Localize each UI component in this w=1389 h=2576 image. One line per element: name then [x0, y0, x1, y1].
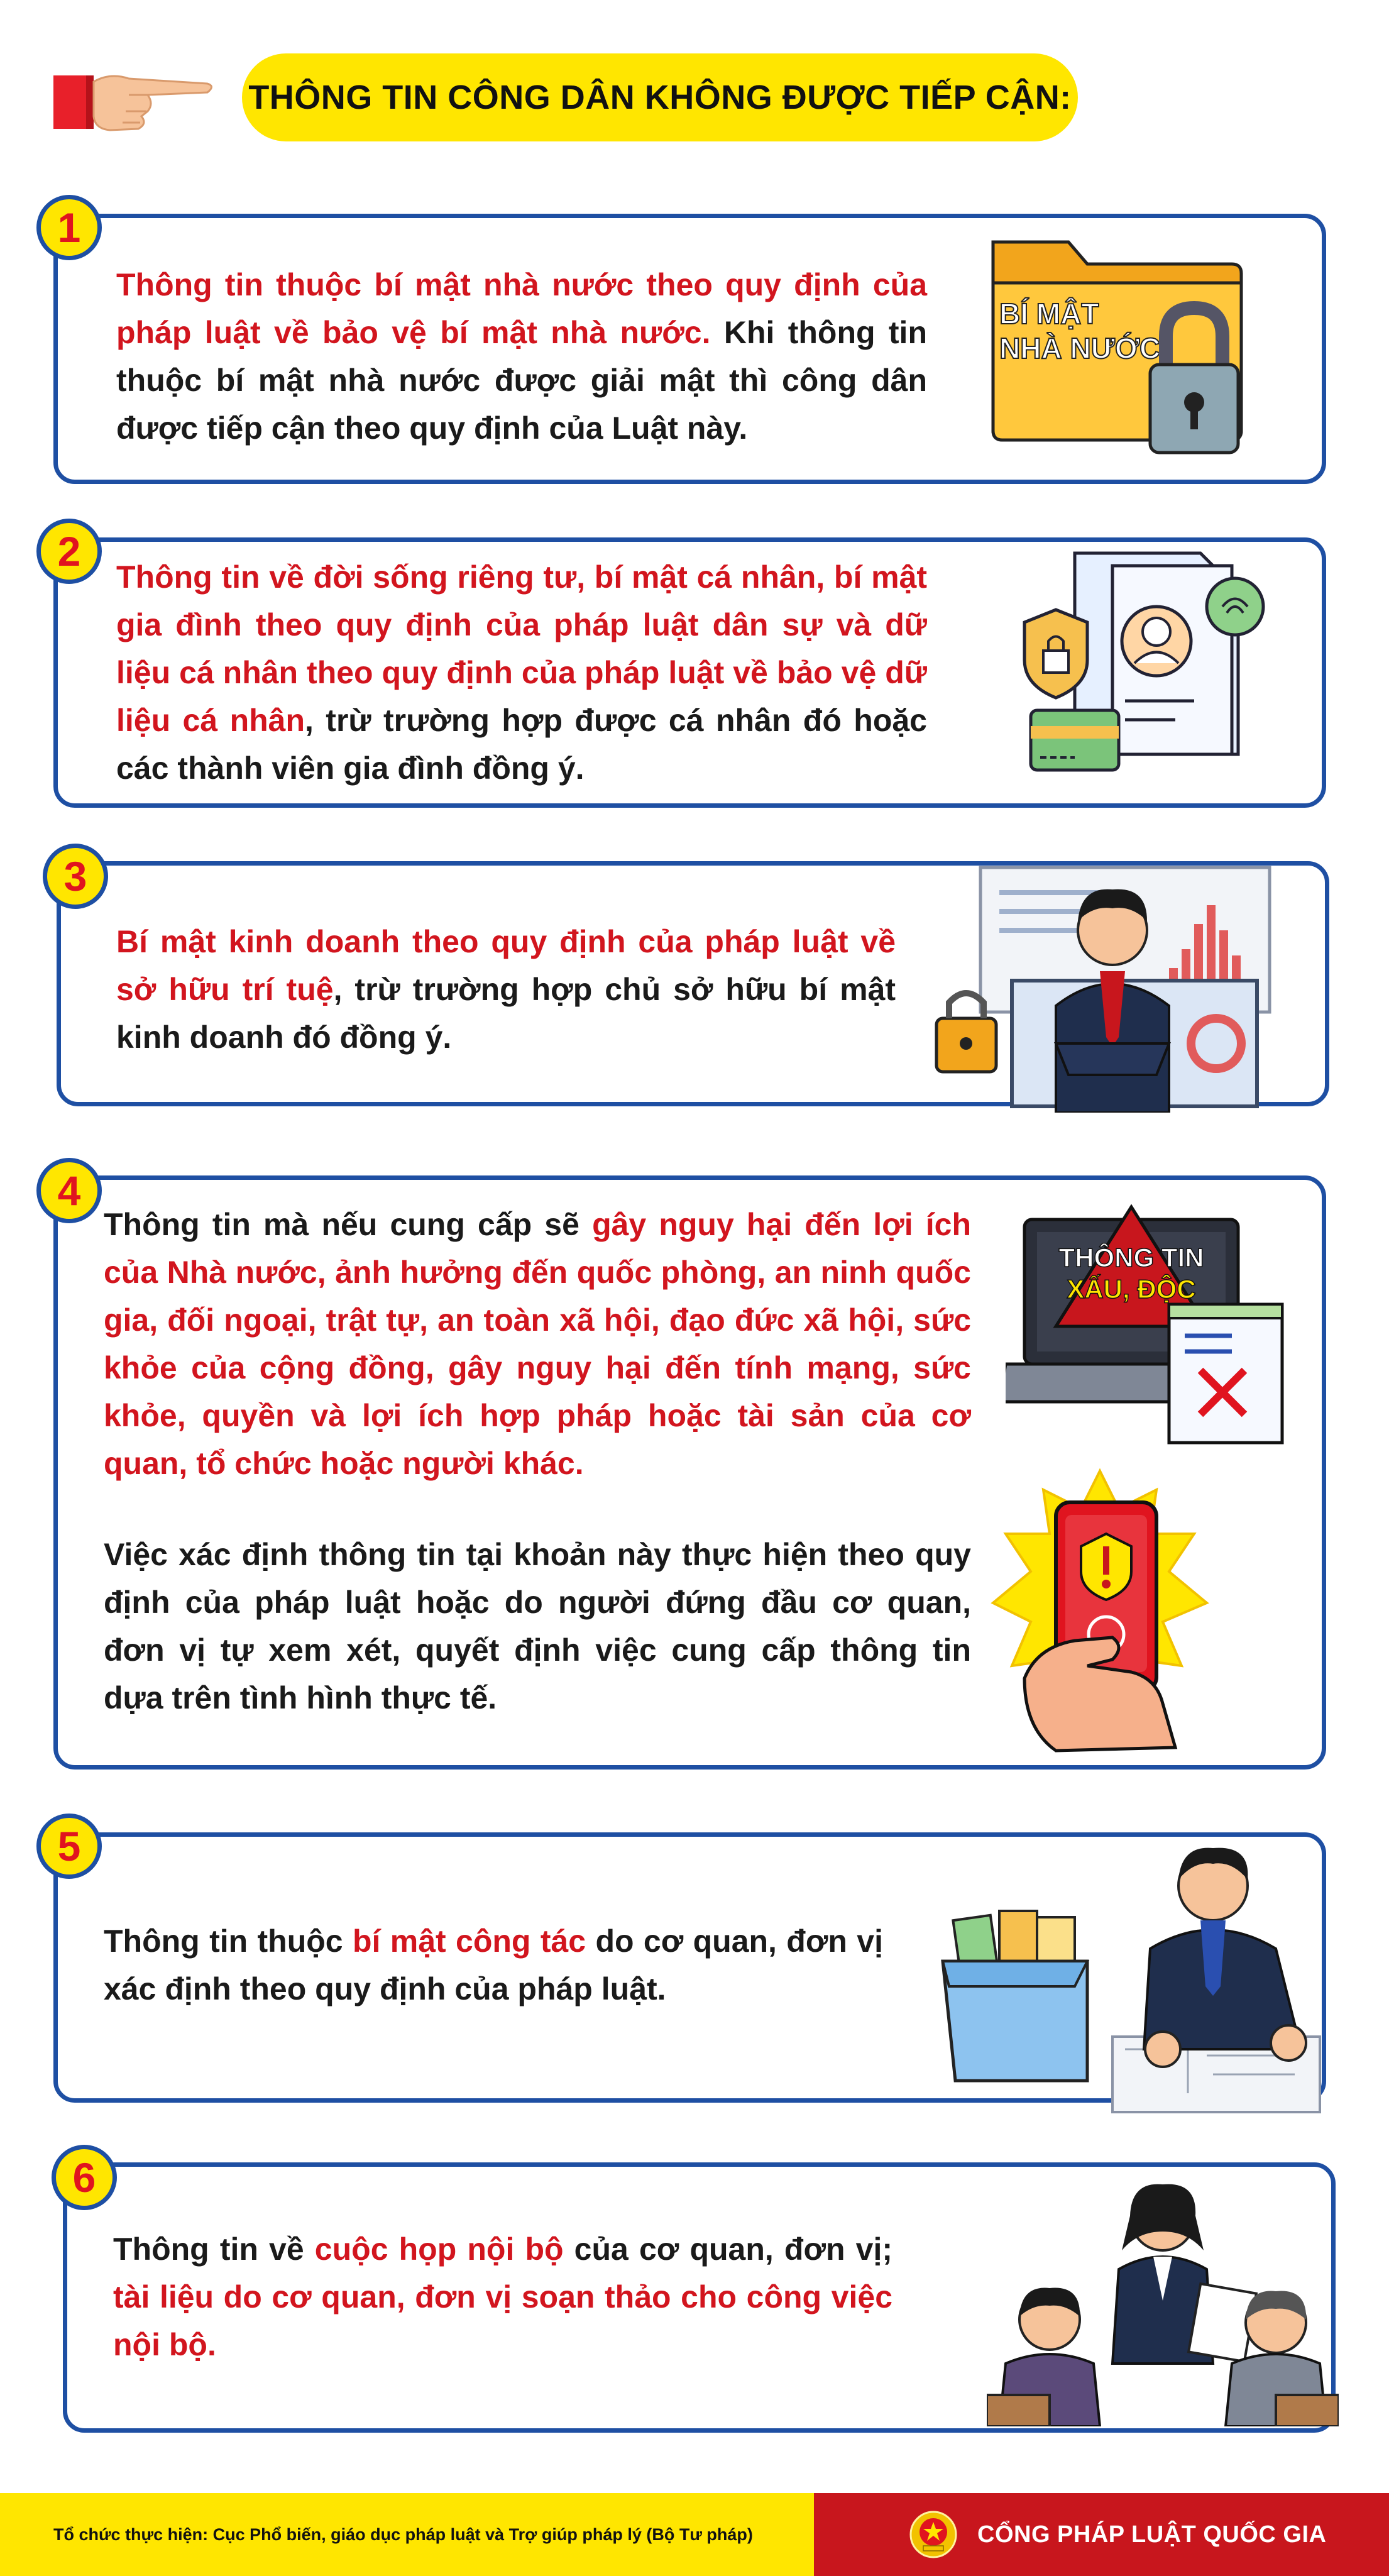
item-text-6-segment-1: Thông tin về [113, 2232, 315, 2267]
folder-label-line2: NHÀ NƯỚC [999, 332, 1161, 365]
item-text-2-segment-red: Thông tin về đời sống riêng tư, bí mật cá nhân, bí mật gia đình theo quy định của pháp luật dân sự và dữ liệu cá nhân theo quy định của pháp luật về bảo vệ dữ liệu cá nhân [116, 559, 927, 738]
item-text-5 [104, 1917, 883, 2013]
item-text-4 [104, 1201, 971, 1487]
item-text-3 [116, 918, 896, 1061]
national-emblem-icon [908, 2509, 958, 2560]
footer-portal[interactable] [814, 2493, 1389, 2576]
item-text-4-paragraph-2: Việc xác định thông tin tại khoản này thực hiện theo quy định của pháp luật hoặc do người đứng đầu cơ quan, đơn vị tự xem xét, quyết định việc cung cấp thông tin dựa trên tình hình thực tế. [104, 1537, 971, 1715]
page-title-pill [242, 53, 1078, 141]
folder-label-line1: BÍ MẬT [999, 297, 1099, 330]
work-secret-man-files-icon [924, 1842, 1326, 2118]
secret-folder-lock-icon [980, 223, 1257, 462]
item-number-badge-1: 1 [36, 195, 102, 260]
item-text-5-segment-2: do cơ quan, đơn vị xác định theo quy định của pháp luật. [104, 1924, 883, 2006]
item-text-2-segment: , trừ trường hợp được cá nhân đó hoặc các thành viên gia đình đồng ý. [116, 703, 927, 786]
item-text-5-segment-1: Thông tin thuộc [104, 1924, 353, 1959]
item-number-badge-2: 2 [36, 519, 102, 584]
internal-meeting-people-icon [987, 2162, 1339, 2426]
phone-warning-icon [987, 1465, 1213, 1754]
item-text-5-segment-red: bí mật công tác [352, 1924, 586, 1959]
footer-portal-text: CỔNG PHÁP LUẬT QUỐC GIA [977, 2521, 1327, 2548]
item-number-badge-4: 4 [36, 1158, 102, 1223]
item-text-2 [116, 553, 927, 792]
item-number-badge-3: 3 [43, 844, 108, 909]
item-text-6-segment-red-1: cuộc họp nội bộ [314, 2232, 564, 2267]
footer-organizer [0, 2493, 814, 2576]
item-text-1 [116, 261, 927, 452]
page-title: THÔNG TIN CÔNG DÂN KHÔNG ĐƯỢC TIẾP CẬN: [248, 79, 1072, 116]
item-text-4-segment: Thông tin mà nếu cung cấp sẽ [104, 1207, 593, 1242]
harmful-info-label-line1: THÔNG TIN [1058, 1243, 1204, 1272]
personal-data-document-icon [1018, 547, 1282, 798]
footer-organizer-text: Tổ chức thực hiện: Cục Phổ biến, giáo dục pháp luật và Trợ giúp pháp lý (Bộ Tư pháp) [53, 2524, 753, 2544]
item-number-badge-5: 5 [36, 1814, 102, 1879]
header [0, 0, 1389, 170]
harmful-info-label-line2: XẤU, ĐỘC [1067, 1274, 1196, 1304]
pointing-hand-icon [53, 53, 217, 148]
item-text-6-segment-red-2: tài liệu do cơ quan, đơn vị soạn thảo cho công việc nội bộ. [113, 2279, 892, 2362]
business-secret-man-chart-icon [930, 861, 1282, 1113]
item-text-3-segment-red: Bí mật kinh doanh theo quy định của pháp luật về sở hữu trí tuệ [116, 924, 896, 1007]
item-text-1-segment: Khi thông tin thuộc bí mật nhà nước được giải mật thì công dân được tiếp cận theo quy định của Luật này. [116, 315, 927, 446]
item-text-1-segment-red: Thông tin thuộc bí mật nhà nước theo quy định của pháp luật về bảo vệ bí mật nhà nước. [116, 267, 927, 350]
item-number-badge-6: 6 [52, 2145, 117, 2210]
item-text-4-segment-red: gây nguy hại đến lợi ích của Nhà nước, ảnh hưởng đến quốc phòng, an ninh quốc gia, đối ngoại, trật tự, an toàn xã hội, đạo đức xã hội, sức khỏe của cộng đồng, gây nguy hại đến tính mạng, sức khỏe, quyền và lợi ích hợp pháp hoặc tài sản của cơ quan, tổ chức hoặc người khác. [104, 1207, 971, 1481]
item-text-6-segment-2: của cơ quan, đơn vị; [563, 2232, 893, 2267]
item-text-3-segment: , trừ trường hợp chủ sở hữu bí mật kinh doanh đó đồng ý. [116, 972, 896, 1055]
item-text-6 [113, 2225, 892, 2369]
harmful-info-laptop-icon [1006, 1201, 1295, 1452]
